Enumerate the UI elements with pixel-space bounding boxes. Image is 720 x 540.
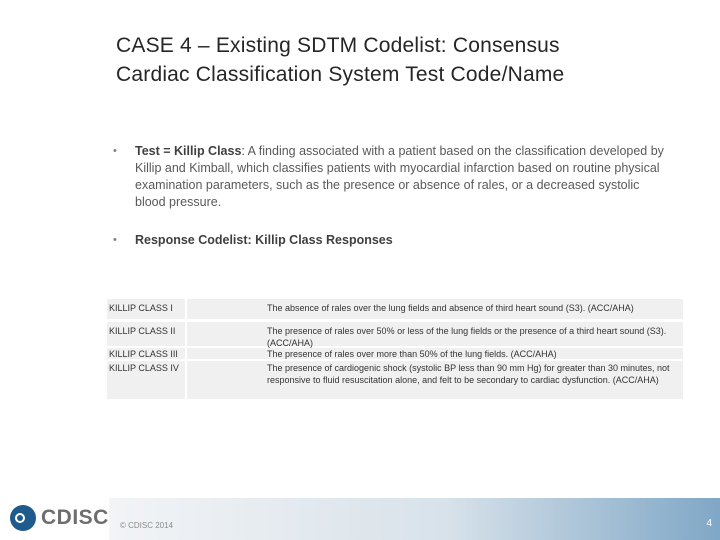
table-row	[107, 348, 683, 359]
definition-cell: The presence of rales over more than 50% of the lung fields. (ACC/AHA)	[265, 348, 683, 359]
bullet-test-definition	[113, 143, 673, 211]
definition-cell: The absence of rales over the lung fields and absence of third heart sound (S3). (ACC/AHA)	[265, 299, 683, 319]
logo-text: CDISC	[41, 506, 109, 529]
empty-cell	[187, 348, 265, 359]
table-row	[107, 361, 683, 399]
term-cell: KILLIP CLASS IV	[107, 361, 185, 399]
empty-cell	[187, 361, 265, 399]
empty-cell	[187, 322, 265, 346]
empty-cell	[187, 299, 265, 319]
definition-cell: The presence of cardiogenic shock (systolic BP less than 90 mm Hg) for greater than 30 minutes, not responsive to fluid resuscitation alone, and felt to be secondary to cardiac dysfunction. (ACC/AHA)	[265, 361, 683, 399]
bullet-colon: :	[241, 144, 245, 158]
slide-title	[116, 31, 696, 89]
footer-band	[109, 498, 720, 540]
bullet-text: A finding associated with a patient based on the classification developed by Killip and Kimball, which classifies patients with myocardial infarction based on routine physical examination parameters, such as the presence or absence of rales, or a decreased systolic blood pressure.	[135, 144, 664, 209]
bullet-marker: •	[113, 145, 117, 157]
cdisc-logo	[8, 503, 109, 533]
table-row	[107, 299, 683, 319]
bullet-lead: Response Codelist: Killip Class Responses	[135, 233, 393, 247]
copyright-notice: © CDISC 2014	[120, 521, 174, 530]
cdisc-logo-icon	[8, 503, 38, 533]
bullet-marker: •	[113, 234, 117, 246]
bullet-list	[113, 143, 673, 249]
table-row	[107, 322, 683, 346]
slide-title-line-2: Cardiac Classification System Test Code/Name	[116, 63, 565, 86]
definition-cell: The presence of rales over 50% or less of the lung fields or the presence of a third heart sound (S3). (ACC/AHA)	[265, 322, 683, 346]
slide-title-line-1: CASE 4 – Existing SDTM Codelist: Consensus	[116, 34, 560, 57]
bullet-lead: Test = Killip Class	[135, 144, 242, 158]
term-cell: KILLIP CLASS III	[107, 348, 185, 359]
term-cell: KILLIP CLASS II	[107, 322, 185, 346]
bullet-response-codelist	[113, 232, 673, 249]
term-cell: KILLIP CLASS I	[107, 299, 185, 319]
page-number: 4	[706, 518, 712, 529]
